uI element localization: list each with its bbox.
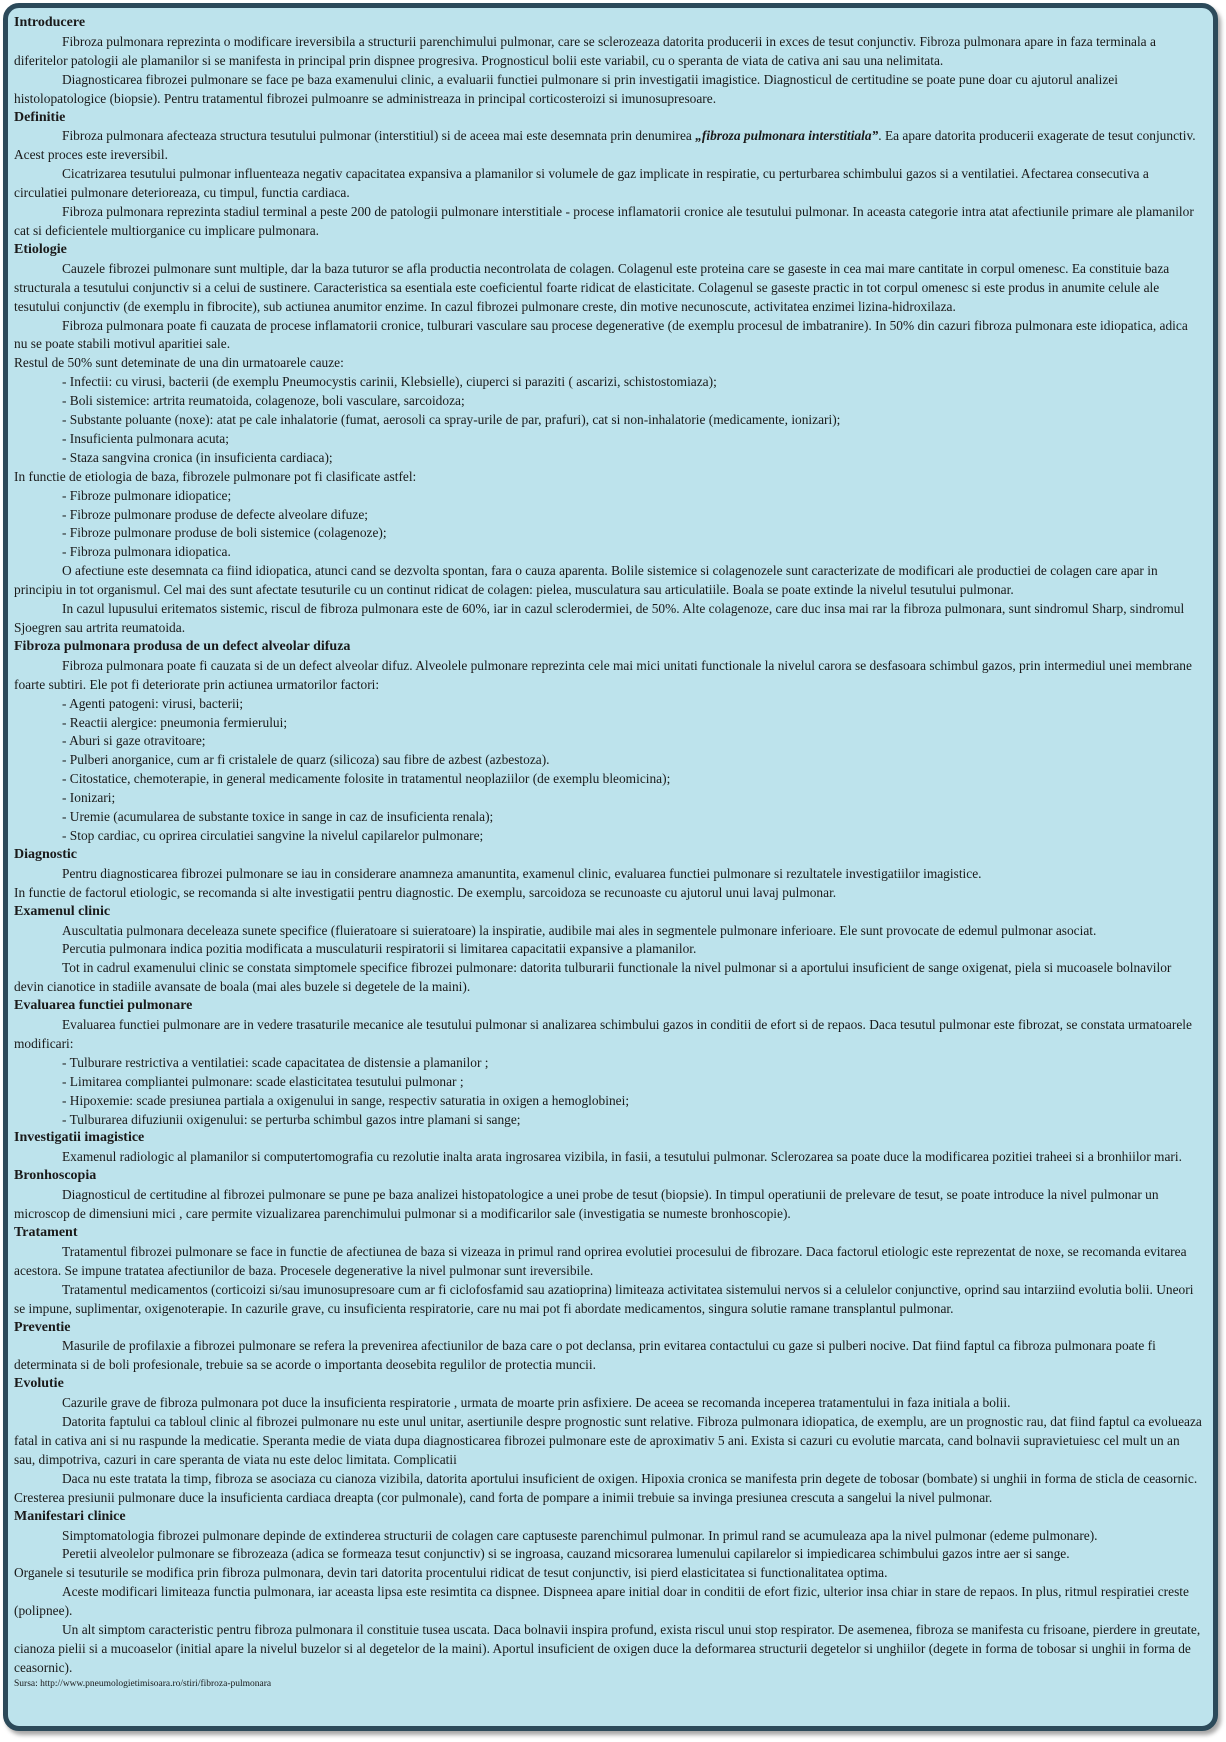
paragraph: Datorita faptului ca tabloul clinic al fibrozei pulmonare nu este unul unitar, asertiunile despre prognostic sunt relative. Fibroza pulmonara idiopatica, de exemplu, are un prognostic rau, dat fiind faptul ca evolueaza fatal in cativa ani si nu raspunde la medicatie. Speranta medie de viata dupa diagnosticarea fibrozei pulmonare este de aproximativ 5 ani. Exista si cazuri cu evolutie marcata, cand bolnavii supravietuiesc cel mult un an sau, dimpotriva, cazuri in care speranta de viata nu este deloc limitata. Complicatii <box>14 1414 1202 1467</box>
list-item: - Ionizari; <box>62 790 116 806</box>
paragraph: Tratamentul medicamentos (corticoizi si/sau imunosupresoare cum ar fi ciclofosfamid sau azatioprina) limiteaza activitatea sistemului nervos si a celulelor conjunctive, oprind sau intarziind evolutia bolii. Uneori se impune, suplimentar, oxigenoterapie. In cazurile grave, cu insuficienta respiratorie, care nu mai pot fi abordate medicamentos, singura solutie ramane transplantul pulmonar. <box>14 1281 1194 1316</box>
section-heading: Bronhoscopia <box>14 1168 97 1184</box>
paragraph: Restul de 50% sunt deteminate de una din urmatoarele cauze: <box>14 355 344 371</box>
paragraph: Peretii alveolelor pulmonare se fibrozeaza (adica se formeaza tesut conjunctiv) si se ingroasa, cauzand micsorarea lumenului capilarelor si impiedicarea schimbului gazos intre aer si sange. <box>62 1546 1070 1562</box>
list-item: - Substante poluante (noxe): atat pe cale inhalatorie (fumat, aerosoli ca spray-urile de par, prafuri), cat si non-inhalatorie (medicamente, ionizari); <box>62 412 841 428</box>
list-item: - Tulburarea difuziunii oxigenului: se perturba schimbul gazos intre plamani si sange; <box>62 1111 521 1127</box>
paragraph: Fibroza pulmonara reprezinta stadiul terminal a peste 200 de patologii pulmonare interstitiale - procese inflamatorii cronice ale tesutului pulmonar. In aceasta categorie intra atat afectiunile primare ale plamanilor cat si deficientele multiorganice cu implicare pulmonara. <box>14 204 1194 238</box>
source-citation: Sursa: http://www.pneumologietimisoara.ro/stiri/fibroza-pulmonara <box>14 1678 272 1689</box>
section-heading: Tratament <box>14 1225 78 1240</box>
list-item: - Stop cardiac, cu oprirea circulatiei sangvine la nivelul capilarelor pulmonare; <box>62 827 484 843</box>
section-heading: Etiologie <box>14 241 67 257</box>
list-item: - Boli sistemice: artrita reumatoida, colagenoze, boli vasculare, sarcoidoza; <box>62 393 465 409</box>
section-heading: Manifestari clinice <box>14 1508 126 1524</box>
paragraph-text: Fibroza pulmonara afecteaza structura tesutului pulmonar (interstitiul) si de aceea mai este desemnata prin denumirea <box>62 128 696 144</box>
section-heading: Fibroza pulmonara produsa de un defect alveolar difuza <box>14 638 351 654</box>
paragraph: Tot in cadrul examenului clinic se constata simptomele specifice fibrozei pulmonare: datorita tulburarii functionale la nivel pulmonar si a aportului insuficient de sange oxigenat, piela si mucoasele bolnavilor devin cianotice in stadiile avansate de boala (mai ales buzele si degetele de la maini). <box>14 960 1172 995</box>
paragraph: Masurile de profilaxie a fibrozei pulmonare se refera la prevenirea afectiunilor de baza care o pot declansa, prin evitarea contactului cu gaze si pulberi nocive. Dat fiind faptul ca fibroza pulmonara poate fi determinata si de boli profesionale, trebuie sa se acorde o importanta deosebita regulilor de protectia muncii. <box>14 1338 1156 1373</box>
list-item: - Pulberi anorganice, cum ar fi cristalele de quarz (silicoza) sau fibre de azbest (azbestoza). <box>62 752 550 768</box>
list-item: - Agenti patogeni: virusi, bacterii; <box>62 695 244 711</box>
section-heading: Evolutie <box>14 1376 64 1392</box>
paragraph: Fibroza pulmonara poate fi cauzata de procese inflamatorii cronice, tulburari vasculare sau procese degenerative (de exemplu procesul de imbatranire). In 50% din cazuri fibroza pulmonara este idiopatica, adica nu se poate stabili motivul aparitiei sale. <box>14 317 1188 352</box>
paragraph: In functie de etiologia de baza, fibrozele pulmonare pot fi clasificate astfel: <box>14 468 417 484</box>
paragraph: Daca nu este tratata la timp, fibroza se asociaza cu cianoza vizibila, datorita aportului insuficient de oxigen. Hipoxia cronica se manifesta prin degete de tobosar (bombate) si unghii in forma de sticla de ceasornic. Cresterea presiunii pulmonare duce la insuficienta cardiaca dreapta (cor pulmonale), cand forta de pompare a inimii trebuie sa invinga presiunea crescuta a sangelui la nivel pulmonar. <box>14 1470 1198 1505</box>
list-item: - Citostatice, chemoterapie, in general medicamente folosite in tratamentul neoplaziilor (de exemplu bleomicina); <box>62 771 671 787</box>
section-heading: Definitie <box>14 109 66 125</box>
section-heading: Diagnostic <box>14 846 77 862</box>
list-item: - Fibroze pulmonare produse de defecte alveolare difuze; <box>62 506 368 522</box>
paragraph: Organele si tesuturile se modifica prin fibroza pulmonara, devin tari datorita procentului ridicat de tesut conjunctiv, isi pierd elasticitatea si functionalitatea optima. <box>14 1565 888 1581</box>
paragraph: Cazurile grave de fibroza pulmonara pot duce la insuficienta respiratorie , urmata de moarte prin asfixiere. De aceea se recomanda inceperea tratamentului in faza initiala a bolii. <box>62 1395 1011 1411</box>
list-item: - Limitarea compliantei pulmonare: scade elasticitatea tesutului pulmonar ; <box>62 1073 464 1089</box>
emphasized-term: „fibroza pulmonara interstitiala” <box>695 128 879 144</box>
paragraph: Pentru diagnosticarea fibrozei pulmonare se iau in considerare anamneza amanuntita, examenul clinic, evaluarea functiei pulmonare si rezultatele investigatiilor imagistice. <box>62 865 982 881</box>
section-heading: Examenul clinic <box>14 903 111 919</box>
list-item: - Aburi si gaze otravitoare; <box>62 733 206 749</box>
paragraph: In functie de factorul etiologic, se recomanda si alte investigatii pentru diagnostic. De exemplu, sarcoidoza se recunoaste cu ajutorul unui lavaj pulmonar. <box>14 884 837 900</box>
list-item: - Infectii: cu virusi, bacterii (de exemplu Pneumocystis carinii, Klebsielle), ciuperci si paraziti ( ascarizi, schistostomiaza); <box>62 374 717 390</box>
list-item: - Fibroze pulmonare produse de boli sistemice (colagenoze); <box>62 525 387 541</box>
section-heading: Investigatii imagistice <box>14 1130 145 1146</box>
list-item: - Hipoxemie: scade presiunea partiala a oxigenului in sange, respectiv saturatia in oxigen a hemoglobinei; <box>62 1092 630 1108</box>
paragraph: Auscultatia pulmonara deceleaza sunete specifice (fluieratoare si suieratoare) la inspiratie, audibile mai ales in segmentele pulmonare inferioare. Ele sunt provocate de edemul pulmonar asociat. <box>62 922 1097 938</box>
paragraph: Examenul radiologic al plamanilor si computertomografia cu rezolutie inalta arata ingrosarea vizibila, in fasii, a tesutului pulmonar. Sclerozarea sa poate duce la modificarea pozitiei traheei si a bronhiilor mari. <box>62 1149 1182 1165</box>
list-item: - Insuficienta pulmonara acuta; <box>62 430 229 446</box>
paragraph: In cazul lupusului eritematos sistemic, riscul de fibroza pulmonara este de 60%, iar in cazul sclerodermiei, de 50%. Alte colagenoze, care duc insa mai rar la fibroza pulmonara, sunt sindromul Sharp, sindromul Sjoegren sau artrita reumatoida. <box>14 601 1185 635</box>
paragraph <box>14 127 1203 165</box>
paragraph: Percutia pulmonara indica pozitia modificata a musculaturii respiratorii si limitarea capacitatii expansive a plamanilor. <box>62 941 697 957</box>
section-heading: Introducere <box>14 15 86 30</box>
article-content <box>8 8 1213 1691</box>
section-heading: Evaluarea functiei pulmonare <box>14 998 193 1014</box>
paragraph: Un alt simptom caracteristic pentru fibroza pulmonara il constituie tusea uscata. Daca bolnavii inspira profund, exista riscul unui stop respirator. De asemenea, fibroza se manifesta cu frisoane, pierdere in greutate, cianoza pielii si a mucoaselor (initial apare la nivelul buzelor si al degetelor de la maini). Aportul insuficient de oxigen duce la deformarea structurii degetelor si unghiilor (degete in forma de tobosar si unghii in forma de ceasornic). <box>14 1622 1201 1675</box>
list-item: - Tulburare restrictiva a ventilatiei: scade capacitatea de distensie a plamanilor ; <box>62 1054 489 1070</box>
paragraph: Cauzele fibrozei pulmonare sunt multiple, dar la baza tuturor se afla productia necontrolata de colagen. Colagenul este proteina care se gaseste in cea mai mare cantitate in corpul omenesc. Ea constituie baza structurala a tesutului conjunctiv si a celui de sustinere. Caracteristica sa esentiala este coeficientul foarte ridicat de elasticitate. Colagenul se gaseste practic in tot corpul omenesc si este produs in anumite celule ale tesutului conjunctiv (de exemplu in fibrocite), sub actiunea anumitor enzime. In cazul fibrozei pulmonare creste, din motive necunoscute, activitatea enzimei lizina-hidroxilaza. <box>14 260 1170 314</box>
paragraph: Cicatrizarea tesutului pulmonar influenteaza negativ capacitatea expansiva a plamanilor si volumele de gaz implicate in respiratie, cu perturbarea schimbului gazos si a ventilatiei. Afectarea consecutiva a circulatiei pulmonare deterioreaza, cu timpul, functia cardiaca. <box>14 166 1149 201</box>
list-item: - Fibroza pulmonara idiopatica. <box>62 544 231 560</box>
article-card <box>3 3 1218 1731</box>
paragraph: Tratamentul fibrozei pulmonare se face in functie de afectiunea de baza si vizeaza in primul rand oprirea evolutiei procesului de fibrozare. Daca factorul etiologic este reprezentat de noxe, se recomanda evitarea acestora. Se impune tratatea afectiunilor de baza. Procesele degenerative la nivel pulmonar sunt ireversibile. <box>14 1243 1187 1278</box>
paragraph: Diagnosticarea fibrozei pulmonare se face pe baza examenului clinic, a evaluarii functiei pulmonare si prin investigatii imagistice. Diagnosticul de certitudine se poate pune doar cu ajutorul analizei histolopatologice (biopsie). Pentru tratamentul fibrozei pulmoanre se administreaza in principal corticosteroizi si imunosupresoare. <box>14 71 1118 106</box>
paragraph: Fibroza pulmonara reprezinta o modificare ireversibila a structurii parenchimului pulmonar, care se sclerozeaza datorita producerii in exces de tesut conjunctiv. Fibroza pulmonara apare in faza terminala a diferitelor patologii ale plamanilor si se manifesta in principal prin dispnee progresiva. Prognosticul bolii este variabil, cu o speranta de viata de cativa ani sau una nelimitata. <box>14 33 1156 68</box>
list-item: - Uremie (acumularea de substante toxice in sange in caz de insuficienta renala); <box>62 809 494 825</box>
section-heading: Preventie <box>14 1319 71 1335</box>
list-item: - Staza sangvina cronica (in insuficienta cardiaca); <box>62 449 333 465</box>
paragraph: Simptomatologia fibrozei pulmonare depinde de extinderea structurii de colagen care captuseste parenchimul pulmonar. In primul rand se acumuleaza apa la nivel pulmonar (edeme pulmonare). <box>62 1527 1098 1543</box>
paragraph: Fibroza pulmonara poate fi cauzata si de un defect alveolar difuz. Alveolele pulmonare reprezinta cele mai mici unitati functionale la nivelul carora se desfasoara schimbul gazos, prin intermediul unei membrane foarte subtiri. Ele pot fi deteriorate prin actiunea urmatorilor factori: <box>14 657 1192 692</box>
paragraph: Diagnosticul de certitudine al fibrozei pulmonare se pune pe baza analizei histopatologice a unei probe de tesut (biopsie). In timpul operatiunii de prelevare de tesut, se poate introduce la nivel pulmonar un microscop de dimensiuni mici , care permite vizualizarea parenchimului pulmonar si a modificarilor sale (investigatia se numeste bronhoscopie). <box>14 1187 1159 1222</box>
paragraph: Evaluarea functiei pulmonare are in vedere trasaturile mecanice ale tesutului pulmonar si analizarea schimbului gazos in conditii de efort si de repaos. Daca tesutul pulmonar este fibrozat, se constata urmatoarele modificari: <box>14 1017 1192 1051</box>
paragraph: Aceste modificari limiteaza functia pulmonara, iar aceasta lipsa este resimtita ca dispnee. Dispneea apare initial doar in conditii de efort fizic, ulterior insa chiar in stare de repaos. In plus, ritmul respiratiei creste (polipnee). <box>14 1584 1189 1619</box>
paragraph: O afectiune este desemnata ca fiind idiopatica, atunci cand se dezvolta spontan, fara o cauza aparenta. Bolile sistemice si colagenozele sunt caracterizate de modificari ale productiei de colagen care apar in principiu in tot organismul. Cel mai des sunt afectate tesuturile cu un continut ridicat de colagen: pielea, musculatura sau articulatiile. Boala se poate extinde la nivelul tesutului pulmonar. <box>14 563 1158 598</box>
paragraph-text: . Ea apare datorita producerii exagerate de tesut conjunctiv. Acest proces este ireversibil. <box>14 128 1196 163</box>
list-item: - Reactii alergice: pneumonia fermierului; <box>62 714 288 730</box>
list-item: - Fibroze pulmonare idiopatice; <box>62 487 232 503</box>
